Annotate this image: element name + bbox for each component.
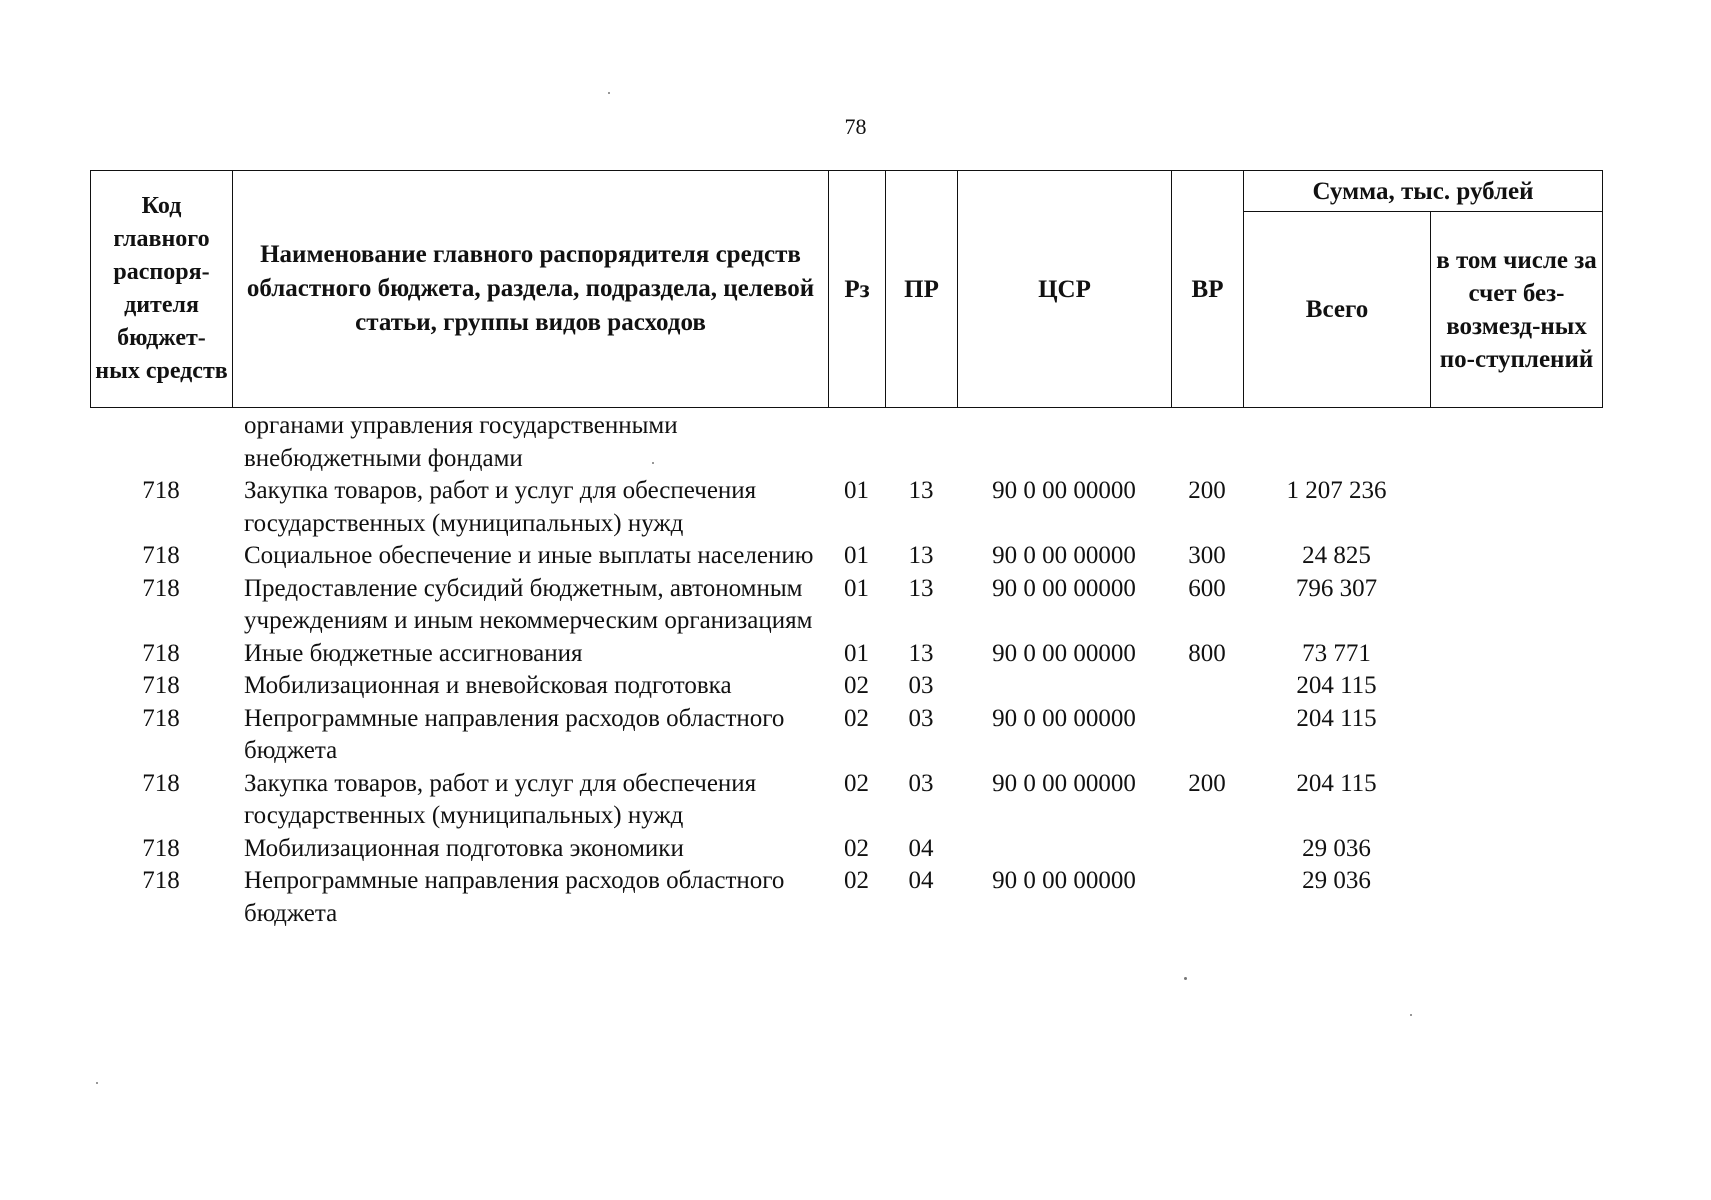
row-incl [1430,833,1602,866]
row-code: 718 [142,672,180,699]
row-rz: 02 [844,704,869,732]
header-vr: ВР [1172,171,1244,408]
row-vr [1171,410,1243,475]
row-vr: 200 [1188,769,1226,797]
row-code: 718 [142,574,180,602]
row-csr [957,833,1171,866]
scan-speck [1410,1014,1412,1016]
row-pr: 04 [908,867,934,894]
row-vr: 300 [1188,542,1226,569]
row-csr: 90 0 00 00000 [992,867,1136,894]
row-rz: 02 [844,834,869,862]
row-total: 29 036 [1302,834,1371,862]
row-rz: 02 [844,672,869,699]
table-row [90,410,1602,475]
row-rz: 01 [844,574,869,602]
table-row [90,865,1602,930]
row-incl [1430,703,1602,768]
row-name: Иные бюджетные ассигнования [244,639,583,667]
table-row [90,670,1602,703]
header-name: Наименование главного распорядителя средств областного бюджета, раздела, подраздела, целевой статьи, группы видов расходов [233,171,829,408]
row-vr: 800 [1188,639,1226,667]
row-total: 796 307 [1295,574,1378,602]
row-rz: 02 [844,769,869,797]
row-code: 718 [142,542,180,569]
table-header [90,170,1603,408]
row-csr: 90 0 00 00000 [992,477,1136,504]
row-incl [1430,768,1602,833]
row-code: 718 [142,477,180,504]
row-pr: 13 [908,477,934,504]
row-pr: 03 [908,769,934,797]
header-rz: Рз [829,171,886,408]
row-total [1243,410,1430,475]
row-csr: 90 0 00 00000 [992,769,1136,797]
row-vr [1171,833,1243,866]
row-incl [1430,540,1602,573]
row-incl [1430,573,1602,638]
row-total: 29 036 [1302,867,1371,894]
row-code: 718 [142,639,180,667]
row-csr [957,670,1171,703]
table-row [90,833,1602,866]
row-csr: 90 0 00 00000 [992,542,1136,569]
row-total: 73 771 [1302,639,1371,667]
row-total: 204 115 [1296,769,1377,797]
header-code: Код главного распоря-дителя бюджет-ных средств [91,171,233,408]
row-pr: 03 [908,672,934,699]
row-pr [885,410,957,475]
header-csr: ЦСР [958,171,1172,408]
row-incl [1430,410,1602,475]
row-total: 204 115 [1296,704,1377,732]
page-number: 78 [844,114,867,139]
row-name: Непрограммные направления расходов областного бюджета [244,867,785,927]
table-row [90,540,1602,573]
row-name: органами управления государственными внебюджетными фондами [244,412,678,472]
row-rz [828,410,885,475]
row-code: 718 [142,704,180,732]
row-name: Предоставление субсидий бюджетным, автономным учреждениям и иным некоммерческим организациям [244,574,813,634]
table-body [90,410,1602,930]
header-sum: Сумма, тыс. рублей [1244,171,1603,212]
row-code: 718 [142,834,180,862]
row-rz: 01 [844,639,869,667]
table-row [90,768,1602,833]
row-total: 204 115 [1296,672,1377,699]
row-vr: 200 [1188,477,1226,504]
row-rz: 01 [844,477,869,504]
header-total: Всего [1244,212,1431,408]
row-name: Закупка товаров, работ и услуг для обеспечения государственных (муниципальных) нужд [244,769,757,829]
row-vr: 600 [1188,574,1226,602]
row-vr [1171,670,1243,703]
row-vr [1171,703,1243,768]
row-rz: 01 [844,542,869,569]
scan-speck [96,1082,98,1084]
table-row [90,573,1602,638]
row-pr: 13 [908,542,934,569]
row-csr: 90 0 00 00000 [992,639,1136,667]
row-pr: 13 [908,574,934,602]
header-pr: ПР [886,171,958,408]
row-name: Мобилизационная и вневойсковая подготовка [244,672,732,699]
header-incl: в том числе за счет без-возмезд-ных по-ступлений [1431,212,1603,408]
row-code [90,410,232,475]
row-incl [1430,638,1602,671]
row-name: Социальное обеспечение и иные выплаты населению [244,542,814,569]
row-csr [957,410,1171,475]
row-pr: 03 [908,704,934,732]
scan-speck [1184,977,1187,980]
row-rz: 02 [844,867,869,894]
row-incl [1430,865,1602,930]
row-name: Непрограммные направления расходов областного бюджета [244,704,785,764]
table-row [90,703,1602,768]
scan-speck [608,92,610,94]
row-vr [1171,865,1243,930]
row-csr: 90 0 00 00000 [992,574,1136,602]
scan-speck [652,462,654,464]
row-total: 1 207 236 [1286,477,1387,504]
row-incl [1430,475,1602,540]
row-name: Закупка товаров, работ и услуг для обеспечения государственных (муниципальных) нужд [244,477,757,537]
table-row [90,638,1602,671]
row-total: 24 825 [1302,542,1371,569]
row-incl [1430,670,1602,703]
row-csr: 90 0 00 00000 [992,704,1136,732]
row-pr: 04 [908,834,934,862]
row-name: Мобилизационная подготовка экономики [244,834,684,862]
row-code: 718 [142,769,180,797]
row-code: 718 [142,867,180,894]
row-pr: 13 [908,639,934,667]
table-row [90,475,1602,540]
